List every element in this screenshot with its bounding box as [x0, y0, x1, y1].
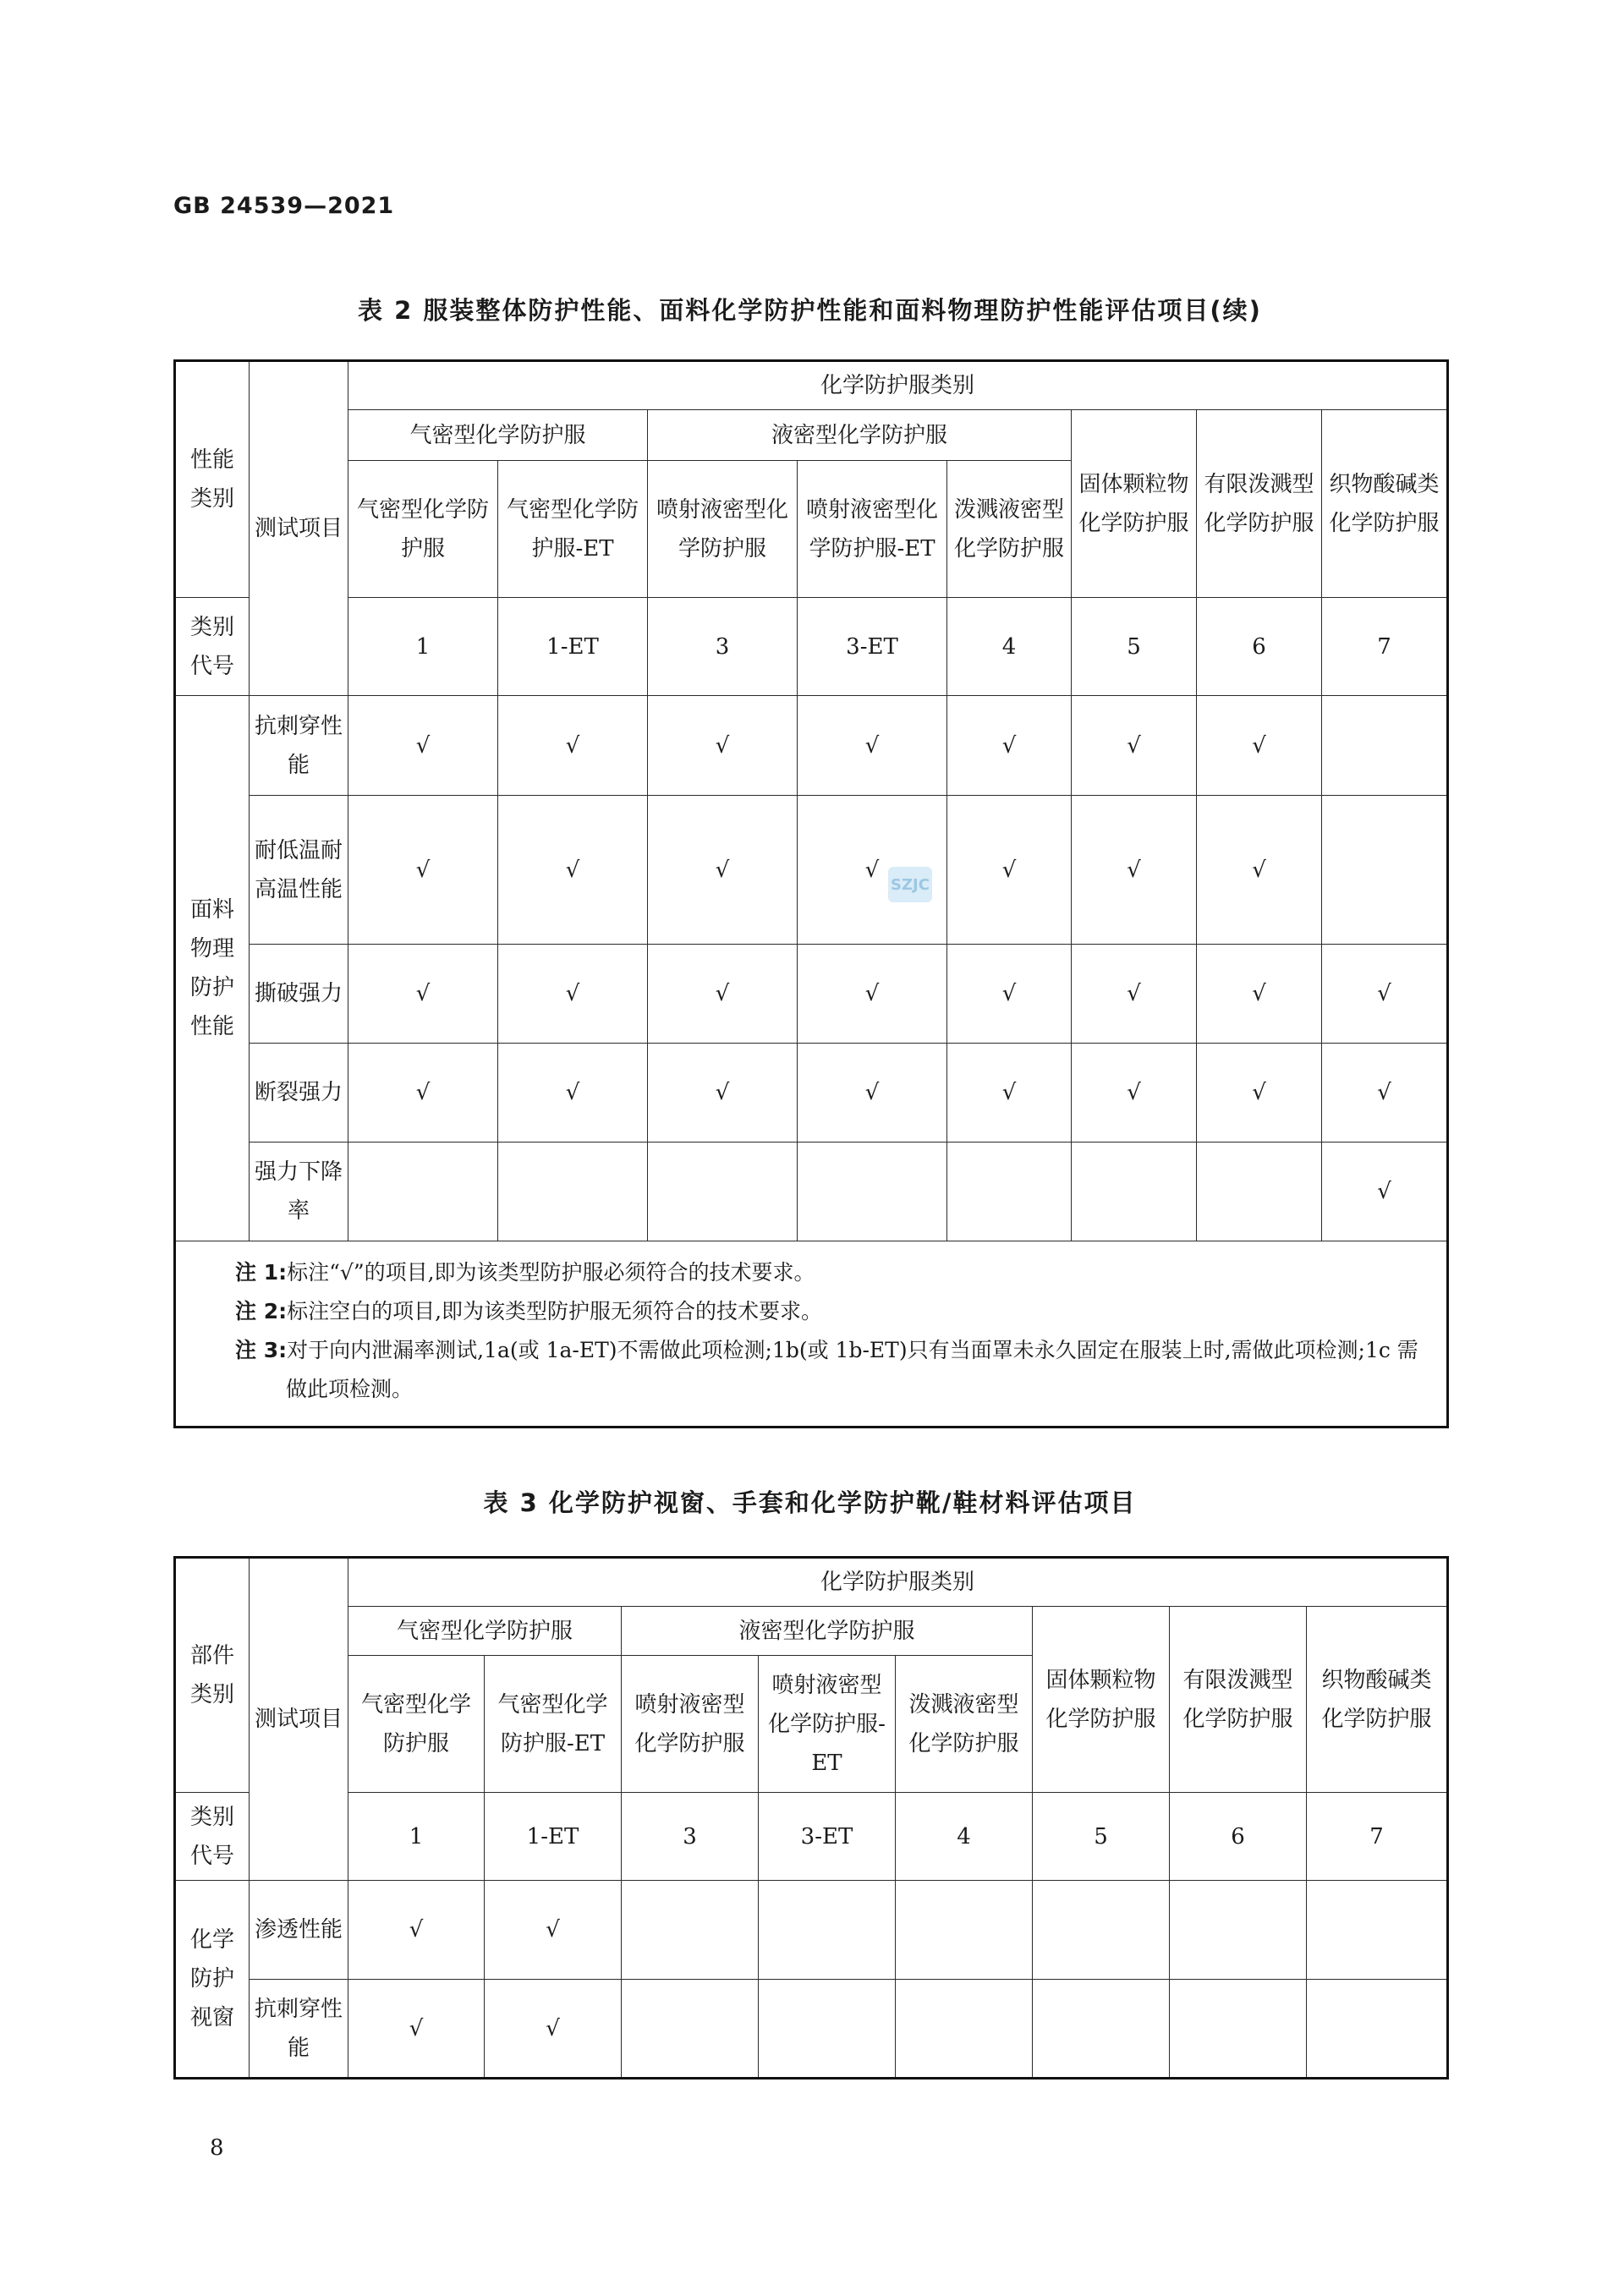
class-code: 1 [348, 598, 498, 696]
class-code: 4 [947, 598, 1072, 696]
header-gas-type-1: 气密型化学防护服 [348, 461, 498, 598]
check-cell: √ [1322, 1044, 1448, 1143]
header-splash-liquid: 泼溅液密型化学防护服 [947, 461, 1072, 598]
check-cell [1307, 1980, 1448, 2079]
class-code: 5 [1033, 1793, 1170, 1881]
check-cell: √ [798, 696, 947, 796]
check-cell: √ [1072, 796, 1197, 945]
header-gas-type-1-et: 气密型化学防护服-ET [485, 1656, 622, 1793]
check-cell: √ [648, 696, 798, 796]
check-cell: √ [648, 945, 798, 1044]
check-cell: √ [648, 796, 798, 945]
header-gas-type-1-et: 气密型化学防护服-ET [498, 461, 648, 598]
header-class-group: 化学防护服类别 [348, 1558, 1448, 1607]
check-cell [1170, 1980, 1307, 2079]
note-2: 注 2:标注空白的项目,即为该类型防护服无须符合的技术要求。 [235, 1299, 823, 1323]
table-row [175, 1980, 1448, 2079]
table2-caption: 表 2 服装整体防护性能、面料化学防护性能和面料物理防护性能评估项目(续) [358, 296, 1262, 325]
note-1: 注 1:标注“√”的项目,即为该类型防护服必须符合的技术要求。 [235, 1260, 815, 1285]
notes-cell [175, 1241, 1448, 1427]
test-item: 撕破强力 [250, 945, 348, 1044]
table-row [175, 1143, 1448, 1241]
header-class-code: 类别代号 [175, 1793, 250, 1881]
check-cell: √ [648, 1044, 798, 1143]
class-code: 3-ET [798, 598, 947, 696]
watermark-logo: SZJC [888, 867, 932, 902]
class-code: 1-ET [485, 1793, 622, 1881]
table2 [173, 359, 1449, 1428]
test-item: 强力下降率 [250, 1143, 348, 1241]
header-liquid-tight: 液密型化学防护服 [648, 410, 1072, 461]
check-cell: √ [498, 796, 648, 945]
check-cell [622, 1881, 759, 1980]
check-cell [498, 1143, 648, 1241]
header-spray-liquid-et: 喷射液密型化学防护服-ET [759, 1656, 896, 1793]
class-code: 6 [1170, 1793, 1307, 1881]
header-gas-tight: 气密型化学防护服 [348, 410, 648, 461]
header-solid-particle: 固体颗粒物化学防护服 [1072, 410, 1197, 598]
header-solid-particle: 固体颗粒物化学防护服 [1033, 1607, 1170, 1793]
check-cell: √ [798, 796, 947, 945]
check-cell: √ [1197, 796, 1322, 945]
class-code: 4 [896, 1793, 1033, 1881]
check-cell [1322, 796, 1448, 945]
header-fabric-acid-alkali: 织物酸碱类化学防护服 [1322, 410, 1448, 598]
check-cell [348, 1143, 498, 1241]
check-cell: √ [947, 945, 1072, 1044]
header-class-code: 类别代号 [175, 598, 250, 696]
check-cell [1322, 696, 1448, 796]
check-cell: √ [947, 796, 1072, 945]
check-cell [896, 1980, 1033, 2079]
check-cell [1072, 1143, 1197, 1241]
check-cell: √ [485, 1980, 622, 2079]
check-cell [896, 1881, 1033, 1980]
header-performance-category: 性能类别 [175, 361, 250, 598]
check-cell [1170, 1881, 1307, 1980]
header-spray-liquid: 喷射液密型化学防护服 [648, 461, 798, 598]
check-cell: √ [798, 1044, 947, 1143]
page-number: 8 [210, 2135, 224, 2161]
check-cell: √ [348, 1044, 498, 1143]
table-row [175, 696, 1448, 796]
check-cell: √ [1197, 696, 1322, 796]
test-item: 抗刺穿性能 [250, 696, 348, 796]
note-3: 注 3:对于向内泄漏率测试,1a(或 1a-ET)不需做此项检测;1b(或 1b-ET)只有当面罩未永久固定在服装上时,需做此项检测;1c 需做此项检测。 [235, 1338, 1418, 1401]
check-cell: √ [348, 1980, 485, 2079]
standard-code: GB 24539—2021 [173, 193, 395, 219]
check-cell: √ [348, 696, 498, 796]
table-row [175, 1044, 1448, 1143]
header-test-item: 测试项目 [250, 361, 348, 696]
class-code: 1-ET [498, 598, 648, 696]
check-cell: √ [1322, 1143, 1448, 1241]
group-label-visor: 化学防护视窗 [175, 1881, 250, 2079]
class-code: 5 [1072, 598, 1197, 696]
check-cell: √ [798, 945, 947, 1044]
check-cell [1307, 1881, 1448, 1980]
test-item: 耐低温耐高温性能 [250, 796, 348, 945]
header-gas-tight: 气密型化学防护服 [348, 1607, 622, 1656]
check-cell: √ [1072, 696, 1197, 796]
class-code: 6 [1197, 598, 1322, 696]
check-cell: √ [348, 1881, 485, 1980]
check-cell [1033, 1980, 1170, 2079]
notes-row [175, 1241, 1448, 1427]
table3 [173, 1556, 1449, 2080]
table3-caption: 表 3 化学防护视窗、手套和化学防护靴/鞋材料评估项目 [483, 1488, 1137, 1517]
class-code: 3 [622, 1793, 759, 1881]
group-label-fabric-physical: 面料物理防护性能 [175, 696, 250, 1241]
check-cell: √ [498, 696, 648, 796]
check-cell: √ [947, 1044, 1072, 1143]
header-part-category: 部件类别 [175, 1558, 250, 1793]
check-cell [759, 1980, 896, 2079]
check-cell [798, 1143, 947, 1241]
check-cell: √ [1072, 1044, 1197, 1143]
check-cell [1033, 1881, 1170, 1980]
test-item: 抗刺穿性能 [250, 1980, 348, 2079]
header-liquid-tight: 液密型化学防护服 [622, 1607, 1033, 1656]
check-cell [759, 1881, 896, 1980]
test-item: 渗透性能 [250, 1881, 348, 1980]
header-gas-type-1: 气密型化学防护服 [348, 1656, 485, 1793]
check-cell: √ [498, 945, 648, 1044]
table-row [175, 796, 1448, 945]
class-code: 7 [1307, 1793, 1448, 1881]
check-cell [947, 1143, 1072, 1241]
header-class-group: 化学防护服类别 [348, 361, 1448, 410]
check-cell [648, 1143, 798, 1241]
check-cell: √ [1072, 945, 1197, 1044]
header-test-item: 测试项目 [250, 1558, 348, 1881]
check-cell [622, 1980, 759, 2079]
table-row [175, 1881, 1448, 1980]
header-fabric-acid-alkali: 织物酸碱类化学防护服 [1307, 1607, 1448, 1793]
check-cell: √ [485, 1881, 622, 1980]
table-row [175, 945, 1448, 1044]
header-limited-splash: 有限泼溅型化学防护服 [1170, 1607, 1307, 1793]
check-cell: √ [498, 1044, 648, 1143]
header-splash-liquid: 泼溅液密型化学防护服 [896, 1656, 1033, 1793]
check-cell: √ [1197, 1044, 1322, 1143]
check-cell: √ [1197, 945, 1322, 1044]
check-cell: √ [348, 796, 498, 945]
header-limited-splash: 有限泼溅型化学防护服 [1197, 410, 1322, 598]
test-item: 断裂强力 [250, 1044, 348, 1143]
class-code: 7 [1322, 598, 1448, 696]
class-code: 1 [348, 1793, 485, 1881]
class-code: 3 [648, 598, 798, 696]
check-cell: √ [1322, 945, 1448, 1044]
header-spray-liquid-et: 喷射液密型化学防护服-ET [798, 461, 947, 598]
class-code: 3-ET [759, 1793, 896, 1881]
check-cell: √ [947, 696, 1072, 796]
check-cell: √ [348, 945, 498, 1044]
header-spray-liquid: 喷射液密型化学防护服 [622, 1656, 759, 1793]
check-cell [1197, 1143, 1322, 1241]
